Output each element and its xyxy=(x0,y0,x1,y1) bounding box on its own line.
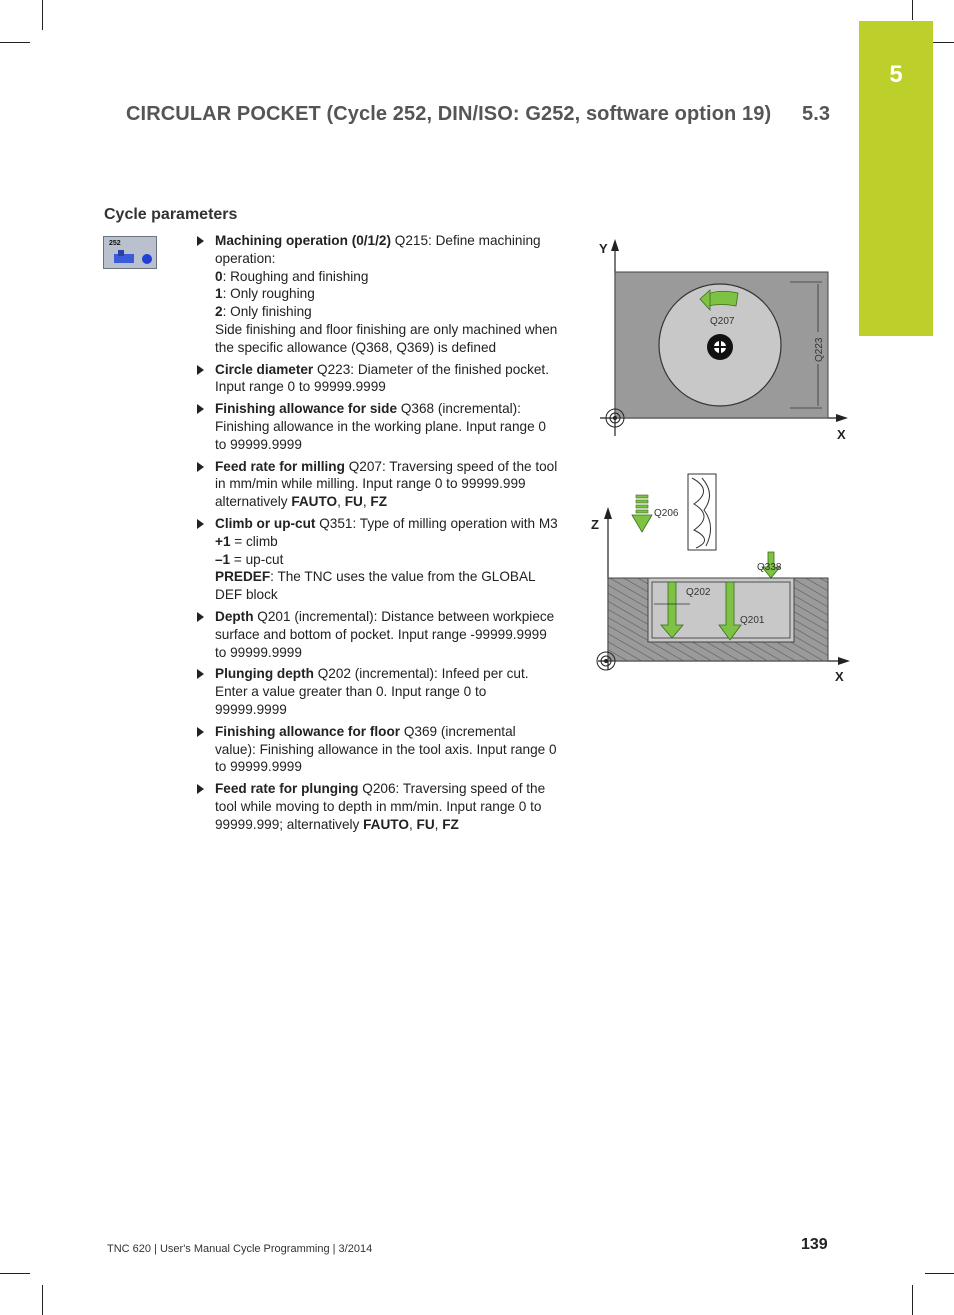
plunge-feed-arrow xyxy=(632,495,652,532)
option-text: : Only finishing xyxy=(222,304,312,320)
bullet-arrow-icon xyxy=(197,519,204,529)
crop-mark xyxy=(0,1273,30,1274)
header-section: 5.3 xyxy=(802,103,831,125)
parameter-item xyxy=(195,400,560,453)
option-value: 1 xyxy=(215,286,223,302)
option-text: = climb xyxy=(230,533,278,549)
bullet-arrow-icon xyxy=(197,236,204,246)
parameter-description: Q223: Diameter of the finished pocket. Input range 0 to 99999.9999 xyxy=(215,361,549,395)
parameter-description: Q206: Traversing speed of the tool while moving to depth in mm/min. Input range 0 to 99999.999; alternatively xyxy=(215,781,546,832)
feed-direction-arrow xyxy=(708,291,738,306)
parameter-name: Machining operation (0/1/2) xyxy=(215,233,391,248)
chapter-number: 5 xyxy=(889,61,903,88)
footer-text: TNC 620 | User's Manual Cycle Programming | 3/2014 xyxy=(107,1243,373,1255)
axis-label-z: Z xyxy=(591,517,599,532)
crop-mark xyxy=(912,0,913,20)
chapter-tab xyxy=(859,21,933,336)
parameter-name: Finishing allowance for side xyxy=(215,401,398,417)
parameter-description: Q202 (incremental): Infeed per cut. Enter a value greater than 0. Input range 0 to 99999.9999 xyxy=(215,666,529,717)
parameter-tail: FU xyxy=(344,494,363,510)
parameter-option xyxy=(215,303,560,321)
bullet-arrow-icon xyxy=(197,669,204,679)
parameter-option xyxy=(215,268,560,286)
axis-label-x: X xyxy=(835,669,844,684)
parameter-item xyxy=(195,232,560,357)
parameter-description: Q368 (incremental): Finishing allowance in the working plane. Input range 0 to 99999.9999 xyxy=(215,401,546,452)
option-text: : Roughing and finishing xyxy=(222,268,369,284)
bullet-arrow-icon xyxy=(197,612,204,622)
cycle-icon-graphic xyxy=(104,237,156,268)
parameter-name: Feed rate for plunging xyxy=(215,781,359,797)
crop-mark xyxy=(0,42,30,43)
label-q201: Q201 xyxy=(740,615,765,626)
parameter-option xyxy=(215,551,560,569)
crop-mark xyxy=(912,1285,913,1315)
y-axis-arrow xyxy=(611,239,619,251)
parameter-tail: , xyxy=(434,816,443,832)
cycle-icon-label: 252 xyxy=(109,240,121,247)
option-text: : The TNC uses the value from the GLOBAL DEF block xyxy=(215,569,536,603)
label-q207: Q207 xyxy=(710,316,735,327)
parameter-list xyxy=(195,232,560,838)
parameter-tail: FZ xyxy=(370,494,387,510)
cycle-252-icon xyxy=(103,236,157,269)
parameter-description: Q369 (incremental value): Finishing allowance in the tool axis. Input range 0 to 99999.9999 xyxy=(215,723,557,775)
parameter-description: Q215: Define machining operation: xyxy=(215,233,541,266)
parameter-name: Depth xyxy=(215,608,254,624)
parameter-tail: FZ xyxy=(442,816,459,832)
section-title: Cycle parameters xyxy=(104,206,238,223)
parameter-name: Finishing allowance for floor xyxy=(215,723,401,739)
diagram-xz xyxy=(590,470,860,685)
parameter-option xyxy=(215,285,560,303)
parameter-item xyxy=(195,723,560,776)
option-text: : Only roughing xyxy=(222,286,315,302)
parameter-item xyxy=(195,665,560,718)
option-value: –1 xyxy=(215,551,231,567)
parameter-tail: FAUTO xyxy=(291,494,338,510)
page-number: 139 xyxy=(801,1236,828,1253)
header-title: CIRCULAR POCKET (Cycle 252, DIN/ISO: G252, software option 19) xyxy=(126,103,772,125)
parameter-name: Plunging depth xyxy=(215,666,314,682)
parameter-tail: FU xyxy=(416,816,435,832)
parameter-item xyxy=(195,780,560,833)
parameter-tail: FAUTO xyxy=(363,816,409,832)
parameter-item xyxy=(195,458,560,511)
parameter-tail: , xyxy=(408,816,417,832)
crop-mark xyxy=(42,1285,43,1315)
label-q206: Q206 xyxy=(654,508,679,519)
page-header xyxy=(126,103,831,126)
option-value: PREDEF xyxy=(215,569,271,585)
parameter-description: Q351: Type of milling operation with M3 xyxy=(315,515,558,531)
crop-mark xyxy=(42,0,43,30)
bullet-arrow-icon xyxy=(197,462,204,472)
parameter-note: Side finishing and floor finishing are only machined when the specific allowance (Q368, Q369) is defined xyxy=(215,321,558,355)
option-value: 2 xyxy=(215,304,223,320)
bullet-arrow-icon xyxy=(197,727,204,737)
parameter-tail: , xyxy=(337,494,345,510)
z-axis-arrow xyxy=(604,507,612,519)
option-value: 0 xyxy=(215,268,223,284)
parameter-description: Q201 (incremental): Distance between workpiece surface and bottom of pocket. Input range -99999.9999 to 99999.9999 xyxy=(215,608,555,660)
crop-mark xyxy=(925,1273,954,1274)
axis-label-x: X xyxy=(837,427,846,442)
option-value: +1 xyxy=(215,533,231,549)
label-q223: Q223 xyxy=(814,337,825,362)
parameter-name: Circle diameter xyxy=(215,361,314,377)
parameter-option xyxy=(215,533,560,551)
bullet-arrow-icon xyxy=(197,784,204,794)
parameter-tail: , xyxy=(362,494,371,510)
parameter-name: Feed rate for milling xyxy=(215,458,345,474)
bullet-arrow-icon xyxy=(197,365,204,375)
label-q202: Q202 xyxy=(686,587,711,598)
diagram-xy xyxy=(590,236,860,446)
parameter-name: Climb or up-cut xyxy=(215,515,316,531)
axis-label-y: Y xyxy=(599,241,608,256)
parameter-description: Q207: Traversing speed of the tool in mm/min while milling. Input range 0 to 99999.999 alternatively xyxy=(215,458,558,510)
parameter-item xyxy=(195,361,560,397)
parameter-item xyxy=(195,608,560,661)
label-q338: Q338 xyxy=(757,562,782,573)
option-text: = up-cut xyxy=(230,551,284,567)
bullet-arrow-icon xyxy=(197,404,204,414)
parameter-option xyxy=(215,568,560,604)
parameter-item xyxy=(195,515,560,604)
